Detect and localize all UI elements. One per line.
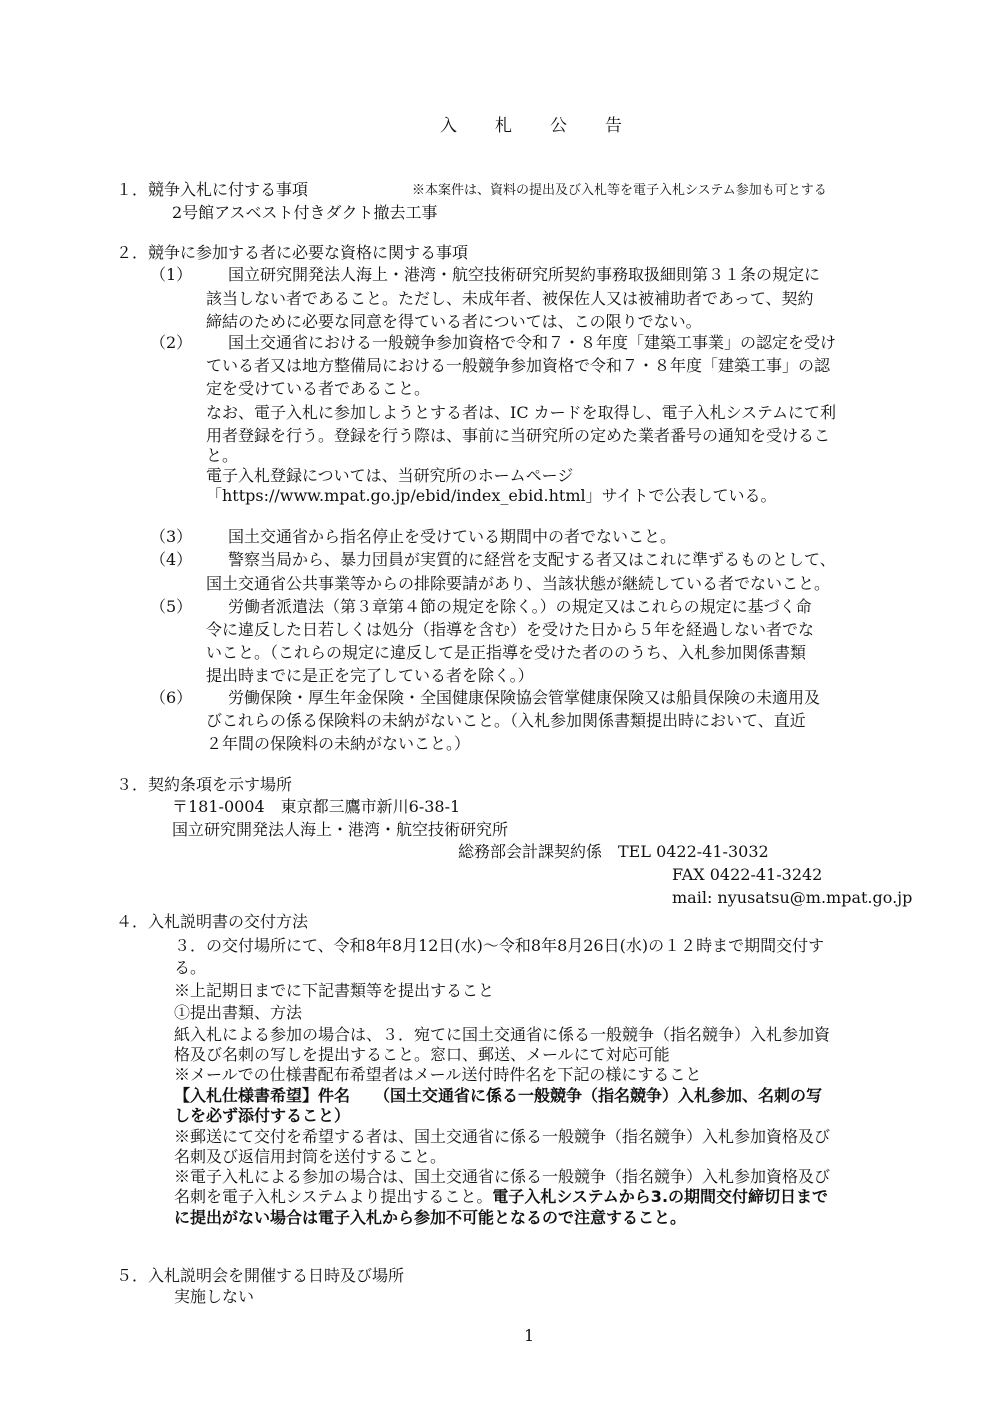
section-4-line: 名刺及び返信用封筒を送付すること。 — [174, 1147, 447, 1166]
item-2-1-line: 該当しない者であること。ただし、未成年者、被保佐人又は被補助者であって、契約 — [206, 289, 814, 308]
contract-dept-tel: 総務部会計課契約係 TEL 0422-41-3032 — [458, 842, 769, 861]
ebid-homepage-link: 「https://www.mpat.go.jp/ebid/index_ebid.html」サイトで公表している。 — [206, 486, 777, 505]
item-2-1-line: 締結のために必要な同意を得ている者については、この限りでない。 — [206, 312, 702, 331]
item-2-6-line: びこれらの係る保険料の未納がないこと。（入札参加関係書類提出時において、直近 — [206, 711, 806, 730]
section-4-line: ※上記期日までに下記書類等を提出すること — [174, 981, 495, 1000]
section-4-bold-line: 【入札仕様書希望】件名 （国土交通省に係る一般競争（指名競争）入札参加、名刺の写 — [174, 1086, 823, 1105]
item-2-4-number: （4） — [150, 550, 193, 569]
contract-organization: 国立研究開発法人海上・港湾・航空技術研究所 — [172, 820, 509, 839]
item-2-2-line: ている者又は地方整備局における一般競争参加資格で令和７・８年度「建築工事」の認 — [206, 356, 831, 375]
section-4-bold-part: 電子入札システムから3.の期間交付締切日まで — [492, 1187, 829, 1206]
contract-fax: FAX 0422-41-3242 — [672, 865, 823, 884]
section-1-heading: １．競争入札に付する事項 — [116, 180, 309, 199]
item-2-4-line: 国土交通省公共事業等からの排除要請があり、当該状態が継続している者でないこと。 — [206, 574, 831, 593]
item-2-5-line: 労働者派遣法（第３章第４節の規定を除く。）の規定又はこれらの規定に基づく命 — [228, 597, 812, 616]
ebid-note-line: 用者登録を行う。登録を行う際は、事前に当研究所の定めた業者番号の通知を受けるこ — [206, 426, 831, 445]
section-4-line: る。 — [174, 958, 207, 977]
item-2-5-line: いこと。（これらの規定に違反して是正指導を受けた者ののうち、入札参加関係書類 — [206, 643, 807, 662]
section-4-line — [174, 1187, 828, 1207]
section-5-heading: ５．入札説明会を開催する日時及び場所 — [116, 1266, 405, 1285]
section-1-note: ※本案件は、資料の提出及び入札等を電子入札システム参加も可とする — [412, 183, 827, 198]
section-4-line: ※郵送にて交付を希望する者は、国土交通省に係る一般競争（指名競争）入札参加資格及び — [174, 1127, 831, 1146]
section-4-heading: ４．入札説明書の交付方法 — [116, 912, 309, 931]
section-2-heading: ２．競争に参加する者に必要な資格に関する事項 — [116, 243, 469, 262]
page-number: 1 — [524, 1326, 535, 1345]
item-2-6-number: （6） — [150, 688, 193, 707]
contract-mail: mail: nyusatsu@m.mpat.go.jp — [672, 888, 913, 907]
item-2-5-line: 令に違反した日若しくは処分（指導を含む）を受けた日から５年を経過しない者でな — [206, 620, 815, 639]
item-2-4-line: 警察当局から、暴力団員が実質的に経営を支配する者又はこれに準ずるものとして、 — [228, 550, 836, 569]
section-4-bold-line: に提出がない場合は電子入札から参加不可能となるので注意すること。 — [174, 1208, 687, 1227]
item-2-5-number: （5） — [150, 597, 193, 616]
section-4-line: ※電子入札による参加の場合は、国土交通省に係る一般競争（指名競争）入札参加資格及び — [174, 1167, 831, 1186]
ebid-note-line: 電子入札登録については、当研究所のホームページ — [206, 466, 574, 485]
item-2-2-number: （2） — [150, 333, 193, 352]
document-title: 入札公告 — [440, 116, 660, 136]
section-1-subject: 2号館アスベスト付きダクト撤去工事 — [172, 203, 438, 222]
section-4-line: 紙入札による参加の場合は、３．宛てに国土交通省に係る一般競争（指名競争）入札参加資 — [174, 1025, 831, 1044]
section-5-body: 実施しない — [174, 1287, 255, 1306]
ebid-note-line: なお、電子入札に参加しようとする者は、IC カードを取得し、電子入札システムにて利 — [206, 403, 837, 422]
section-4-line: 格及び名刺の写しを提出すること。窓口、郵送、メールにて対応可能 — [174, 1045, 670, 1064]
item-2-2-line: 定を受けている者であること。 — [206, 379, 431, 398]
section-4-bold-line: しを必ず添付すること） — [174, 1106, 351, 1125]
item-2-1-number: （1） — [150, 265, 193, 284]
item-2-3-line: 国土交通省から指名停止を受けている期間中の者でないこと。 — [228, 527, 677, 546]
item-2-2-line: 国土交通省における一般競争参加資格で令和７・８年度「建築工事業」の認定を受け — [228, 333, 837, 352]
item-2-1-line: 国立研究開発法人海上・港湾・航空技術研究所契約事務取扱細則第３１条の規定に — [228, 265, 821, 284]
item-2-6-line: ２年間の保険料の未納がないこと。） — [206, 734, 471, 753]
item-2-6-line: 労働保険・厚生年金保険・全国健康保険協会管掌健康保険又は船員保険の未適用及 — [228, 688, 821, 707]
section-4-line: ※メールでの仕様書配布希望者はメール送付時件名を下記の様にすること — [174, 1065, 702, 1084]
section-4-line-part: 名刺を電子入札システムより提出すること。 — [174, 1187, 493, 1206]
item-2-3-number: （3） — [150, 527, 193, 546]
ebid-note-line: と。 — [206, 446, 239, 465]
contract-address: 〒181-0004 東京都三鷹市新川6-38-1 — [172, 797, 461, 816]
section-4-line: ①提出書類、方法 — [174, 1003, 303, 1022]
item-2-5-line: 提出時までに是正を完了している者を除く。） — [206, 666, 534, 685]
section-3-heading: ３．契約条項を示す場所 — [116, 775, 293, 794]
section-4-line: ３．の交付場所にて、令和8年8月12日(水)～令和8年8月26日(水)の１２時まで期間交付す — [174, 936, 825, 955]
